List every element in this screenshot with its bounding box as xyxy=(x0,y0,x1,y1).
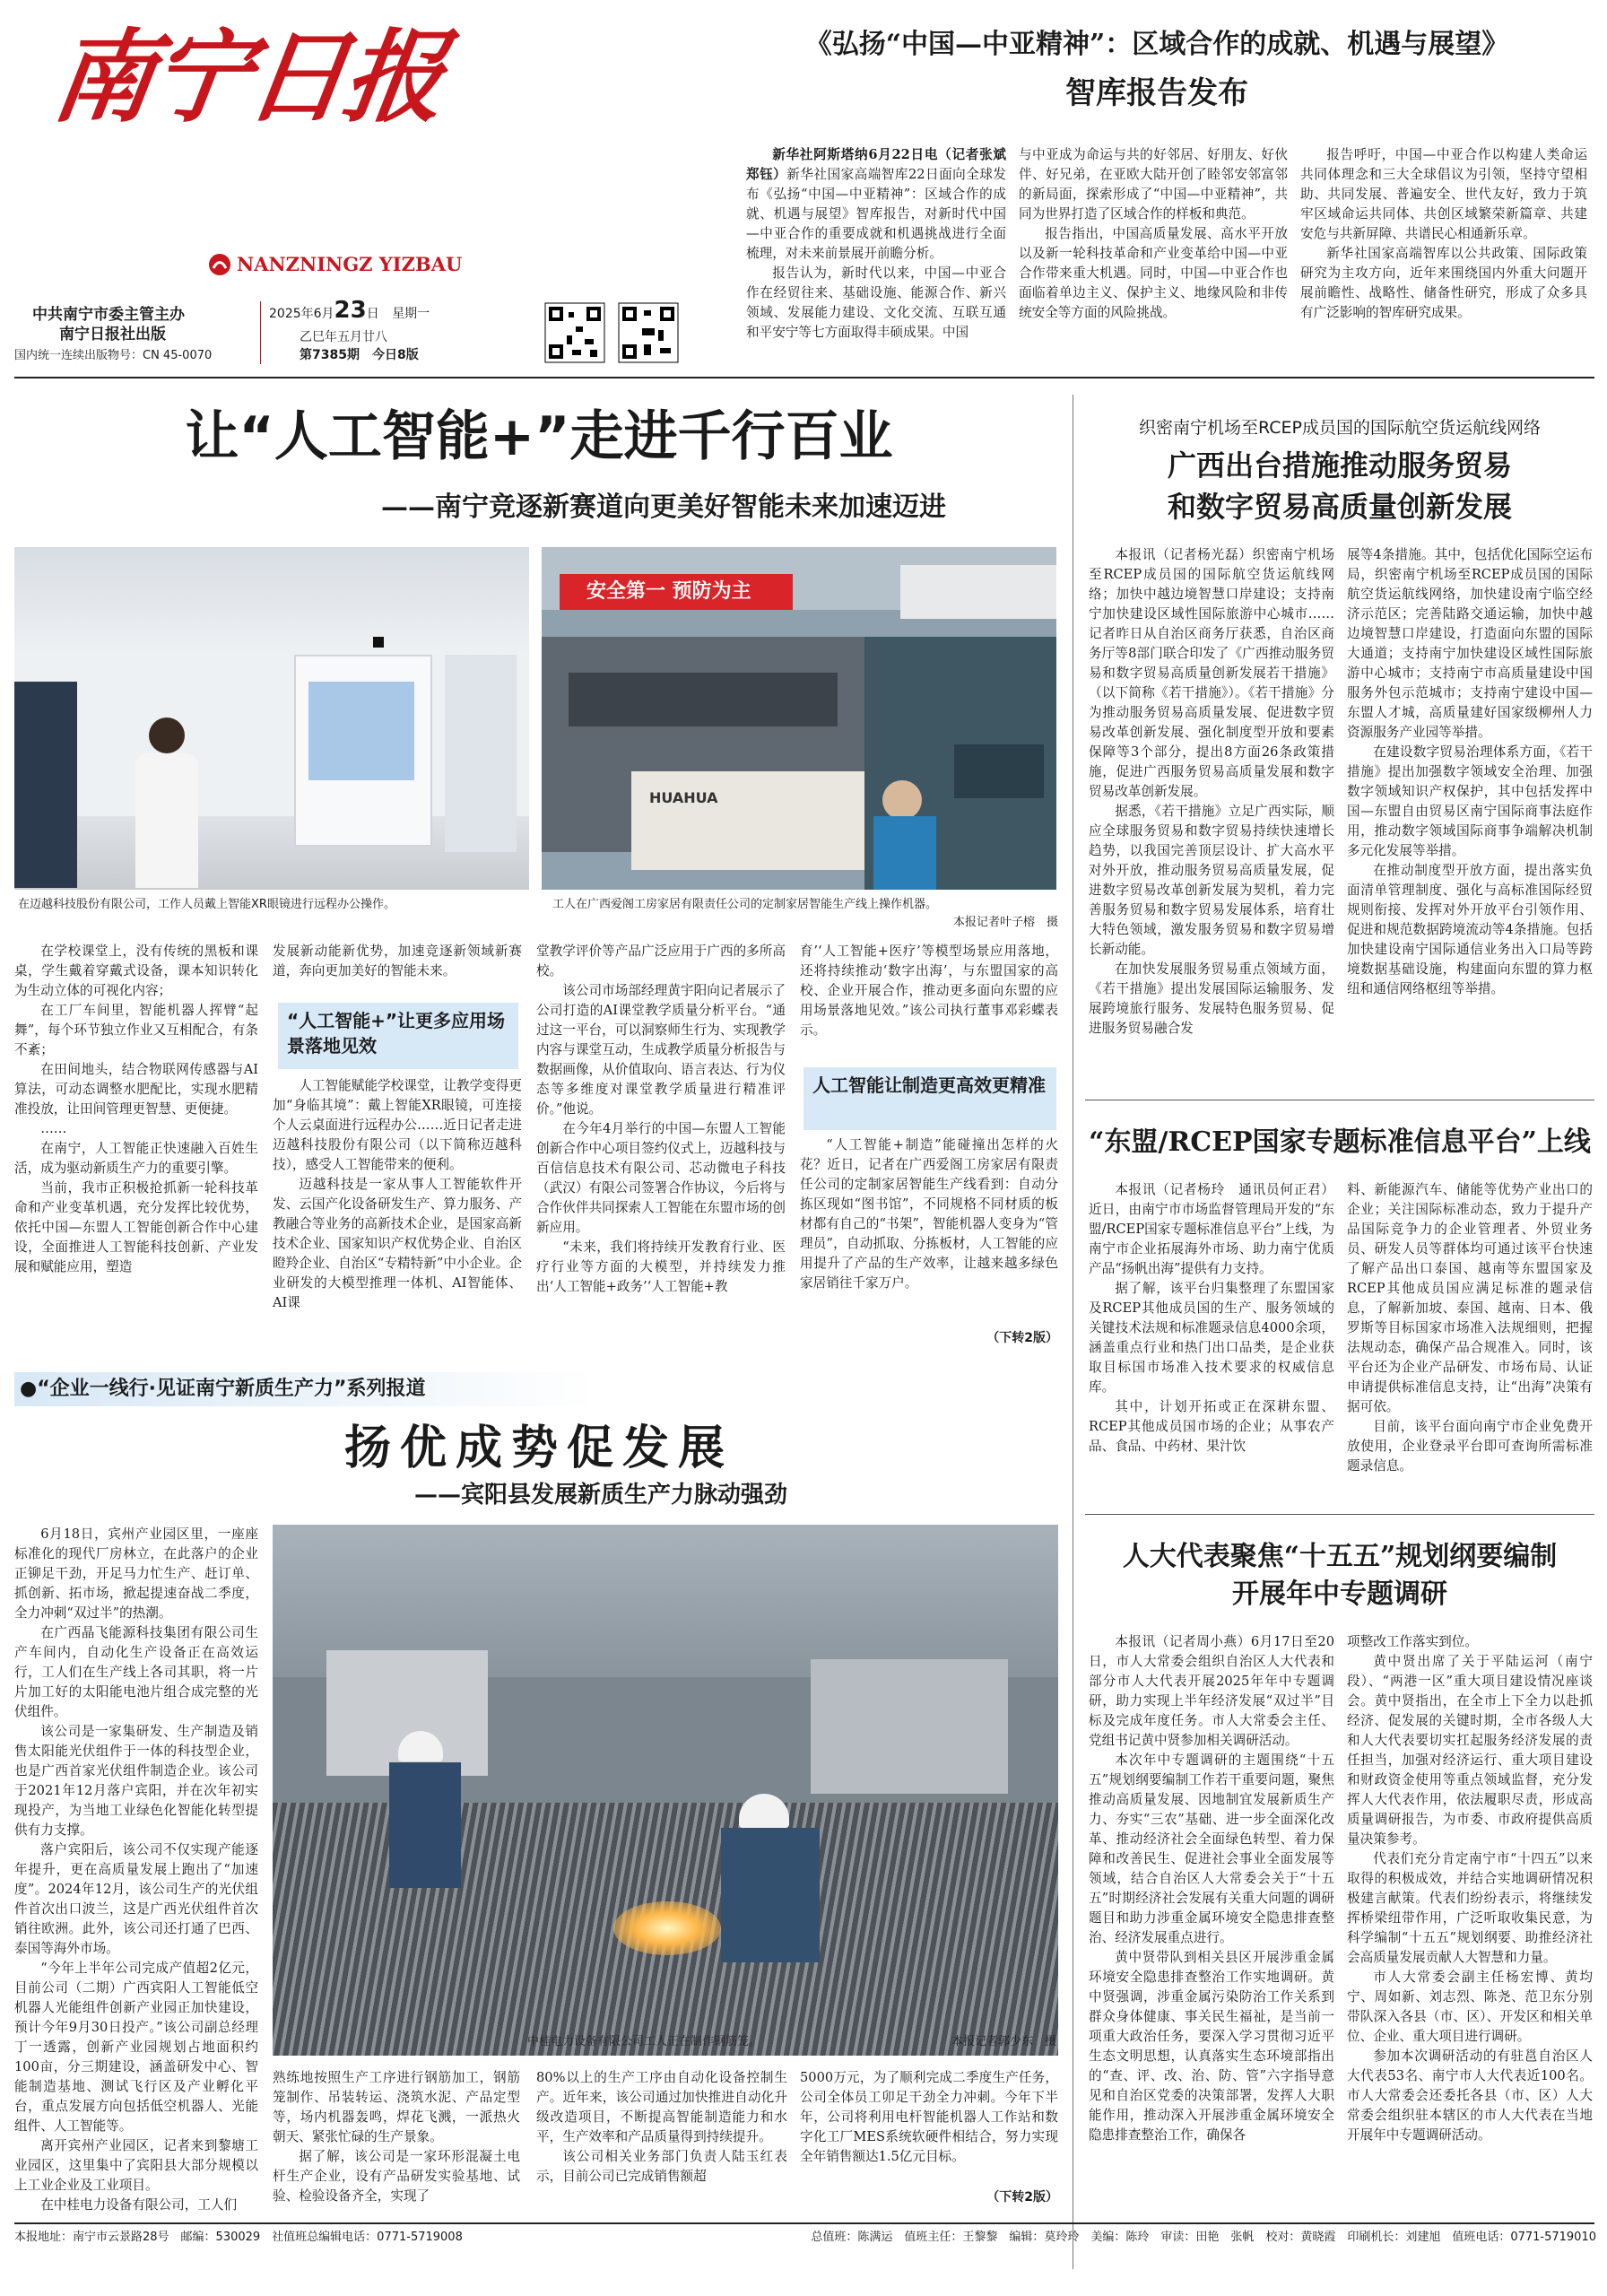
paragraph: 与中亚成为命运与共的好邻居、好朋友、好伙伴、好兄弟，在亚欧大陆开创了睦邻安邻富邻的新局面，探索形成了“中国—中亚精神”，共同为世界打造了区域合作的样板和典范。 xyxy=(1019,147,1288,222)
paragraph: 报告认为，新时代以来，中国—中亚合作在经贸往来、基础设施、能源合作、新兴领域、发展能力建设、文化交流、互联互通和平安宁等七方面取得丰硕成果。中国 xyxy=(746,265,1006,340)
paragraph: 堂教学评价等产品广泛应用于广西的多所高校。 xyxy=(536,944,786,978)
paragraph: 项整改工作落实到位。 xyxy=(1347,1634,1478,1649)
series-jump-link[interactable]: （下转2版） xyxy=(986,2190,1058,2205)
series-subtitle: ——宾阳县发展新质生产力脉动强劲 xyxy=(413,1482,787,1509)
date-weekday: 星期一 xyxy=(392,307,430,321)
series-photo-credit: 本报记者郭少东 摄 xyxy=(951,2035,1056,2048)
footer-address: 本报地址：南宁市云景路28号 邮编：530029 社值班总编辑电话：0771-5719008 xyxy=(14,2231,463,2244)
ai-jump-link[interactable]: （下转2版） xyxy=(986,1331,1058,1345)
photo-credit: 本报记者叶子榕 摄 xyxy=(952,916,1058,929)
paragraph: 黄中贤出席了关于平陆运河（南宁段）、“两港一区”重大项目建设情况座谈会。黄中贤指出，在全市上下全力以赴抓经济、促发展的关键时期，全市各级人大和人大代表要切实扛起服务经济发展的责任担当，加强对经济运行、重大项目建设和财政资金使用等重点领域监督，充分发挥人大代表作用，依法履职尽责，形成高质量调研报告，为市委、市政府提供高质量决策参考。 xyxy=(1347,1654,1593,1847)
photo1-caption: 在迈越科技股份有限公司，工作人员戴上智能XR眼镜进行远程办公操作。 xyxy=(18,898,395,911)
ai-story-title[interactable]: 让“人工智能+”走进千行百业 xyxy=(185,405,893,468)
paragraph: 本报讯（记者杨光磊）织密南宁机场至RCEP成员国的国际航空货运航线网络；加快中越边境智慧口岸建设；支持南宁加快建设区域性国际旅游中心城市……记者昨日从自治区商务厅获悉，自治区商务厅等8部门联合印发了《广西推动服务贸易和数字贸易高质量创新发展若干措施》（以下简称《若干措施》）。《若干措施》分为推动服务贸易高质量发展、促进数字贸易改革创新发展、强化制度型开放和要素保障等3个部分，提出8方面26条政策措施，促进广西服务贸易高质量发展和数字贸易改革创新发展。 xyxy=(1089,547,1334,799)
series-col1 xyxy=(14,1525,258,2213)
paragraph: 黄中贤带队到相关县区开展涉重金属环境安全隐患排查整治工作实地调研。黄中贤强调，涉重金属污染防治工作关系到群众身体健康、事关民生福祉，是当前一项重大政治任务，要深入学习贯彻习近平生态文明思想，认真落实生态环境部指出的“查、评、改、治、防、管”六字指导意见和自治区党委的决策部署，发挥人大职能作用，推动深入开展涉重金属环境安全隐患排查整治工作，确保各 xyxy=(1089,1950,1334,2143)
dateline: 新华社阿斯塔纳6月22日电（记者张斌 郑钰） xyxy=(746,147,1020,182)
paragraph: 离开宾州产业园区，记者来到黎塘工业园区，这里集中了宾阳县大部分规模以上工业企业及工业项目。 xyxy=(14,2138,258,2193)
paragraph: 发展新动能新优势，加速竞逐新领域新赛道，奔向更加美好的智能未来。 xyxy=(273,944,522,978)
paragraph: 该公司是一家集研发、生产制造及销售太阳能光伏组件于一体的科技型企业，也是广西首家光伏组件制造企业。该公司于2021年12月落户宾阳，并在次年初实现投产，为当地工业绿色化智能化转型提供有力支撑。 xyxy=(14,1724,258,1838)
paragraph: 在南宁，人工智能正快速融入百姓生活，成为驱动新质生产力的重要引擎。 xyxy=(14,1141,258,1176)
paragraph: 在推动制度型开放方面，提出落实负面清单管理制度、强化与高标准国际经贸规则衔接、发挥对外开放平台引领作用、促进和规范数据跨境流动等4条措施。包括加快建设南宁国际通信业务出入口局等跨境数据基础设施，构建面向东盟的算力枢纽和通信网络枢纽等举措。 xyxy=(1347,863,1593,996)
series-photo-caption: 中桂电力设备有限公司工人正在制作钢筋笼。 xyxy=(527,2035,761,2048)
paragraph: 在学校课堂上，没有传统的黑板和课桌，学生戴着穿戴式设备，课本知识转化为生动立体的可视化内容； xyxy=(14,944,258,998)
paragraph: 在田间地头，结合物联网传感器与AI算法，可动态调整水肥配比，实现水肥精准投放，让田间管理更智慧、更便捷。 xyxy=(14,1062,258,1117)
rcep-title-2[interactable]: 和数字贸易高质量创新发展 xyxy=(1167,490,1512,524)
ai-col3 xyxy=(536,942,786,1381)
rcep-title-1[interactable]: 广西出台措施推动服务贸易 xyxy=(1167,448,1512,483)
ai-subhead-1: “人工智能+”让更多应用场景落地见效 xyxy=(278,1003,518,1069)
paragraph: 该公司市场部经理黄宇阳向记者展示了公司打造的AI课堂教学质量分析平台。“通过这一平台，可以洞察师生行为、实现教学内容与课堂互动，生成教学质量分析报告与数据画像，从价值取向、语言表达、行为仪态等多维度对课堂教学质量进行精准评价。”他说。 xyxy=(536,983,786,1117)
masthead-logo: 南宁日报 xyxy=(45,19,450,136)
paragraph: 报告指出，中国高质量发展、高水平开放以及新一轮科技革命和产业变革给中国—中亚合作带来重大机遇。同时，中国—中亚合作也面临着单边主义、保护主义、地缘风险和非传统安全等方面的风险挑战。 xyxy=(1019,226,1288,320)
rcep-col2 xyxy=(1347,545,1593,1087)
series-col3 xyxy=(536,2068,787,2212)
paragraph: “未来，我们将持续开发教育行业、医疗行业等方面的大模型，并持续发力推出‘人工智能+政务’‘人工智能+教 xyxy=(536,1239,786,1294)
masthead-lunar: 乙巳年五月廿八 xyxy=(300,330,387,344)
paragraph: 80%以上的生产工序由自动化设备控制生产。近年来，该公司通过加快推进自动化升级改造项目，不断提高智能制造能力和水平，生产效率和产品质量得到持续提升。 xyxy=(536,2070,787,2144)
paragraph: 新华社国家高端智库以公共政策、国际政策研究为主攻方向，近年来围绕国内外重大问题开展前瞻性、战略性、储备性研究，形成了众多具有广泛影响的智库研究成果。 xyxy=(1300,246,1587,320)
paragraph: 在中桂电力设备有限公司，工人们 xyxy=(40,2197,238,2213)
paragraph: 6月18日，宾州产业园区里，一座座标准化的现代厂房林立，在此落户的企业正铆足干劲，开足马力忙生产、赶订单、抓创新、拓市场，掀起提速奋战二季度，全力冲刺“双过半”的热潮。 xyxy=(14,1526,258,1621)
paragraph: 迈越科技是一家从事人工智能软件开发、云国产化设备研发生产、算力服务、产教融合等业务的高新技术企业，是国家高新技术企业、国家知识产权优势企业、自治区瞪羚企业、自治区“专精特新”中小企业。企业研发的大模型推理一体机、AI智能体、AI课 xyxy=(273,1177,522,1310)
paragraph: 据悉，《若干措施》立足广西实际，顺应全球服务贸易和数字贸易持续快速增长趋势，以我国完善顶层设计、扩大高水平对外开放，推动服务贸易高质量发展，促进数字贸易改革创新发展为契机，着力完善服务贸易和数字贸易发展体系，培育壮大特色领域，激发服务贸易和数字贸易增长新动能。 xyxy=(1089,804,1334,957)
photo2-caption: 工人在广西爱阁工房家居有限责任公司的定制家居智能生产线上操作机器。 xyxy=(552,898,938,911)
masthead-publisher: 南宁日报社出版 xyxy=(59,326,166,344)
paragraph: 在加快发展服务贸易重点领域方面，《若干措施》提出发展国际运输服务、发展跨境旅行服务、发展特色服务贸易、促进服务贸易融合发 xyxy=(1089,961,1334,1036)
paragraph: 在工厂车间里，智能机器人挥臂“起舞”，每个环节独立作业又互相配合，有条不紊； xyxy=(14,1003,258,1057)
paragraph: “今年上半年公司完成产值超2亿元，目前公司（二期）广西宾阳人工智能低空机器人光能组件创新产业园正加快建设，预计今年9月30日投产。”该公司副总经理丁一透露，创新产业园规划占地面积约100亩，分三期建设，涵盖研发中心、智能制造基地、测试飞行区及产业孵化平台，重点发展方向包括低空机器人、光能组件、人工智能等。 xyxy=(14,1961,258,2134)
paragraph: 5000万元，为了顺利完成二季度生产任务，公司全体员工卯足干劲全力冲刺。今年下半年，公司将利用电杆智能机器人工作站和数字化工厂MES系统软硬件相结合，努力实现全年销售额达1.5亿元目标。 xyxy=(800,2070,1058,2164)
logo-emblem-icon xyxy=(208,253,231,276)
paragraph: 展等4条措施。其中，包括优化国际空运布局，织密南宁机场至RCEP成员国的国际航空货运航线网络，加快建设南宁临空经济示范区；完善陆路交通运输，加快中越边境智慧口岸建设，打造面向东盟的国际大通道；支持南宁加快建设区域性国际旅游中心城市；支持南宁市高质量建设中国服务外包示范城市；支持南宁建设中国—东盟人才城，高质量建好国家级柳州人力资源服务产业园等举措。 xyxy=(1347,547,1593,740)
ai-col2b xyxy=(273,1076,522,1381)
date-text: 2025年6月 xyxy=(269,307,334,321)
masthead-pinyin: NANZNINGZ YIZBAU xyxy=(237,253,463,275)
paragraph: 本报讯（记者杨玲 通讯员何正君）近日，由南宁市市场监督管理局开发的“东盟/RCEP国家专题标准信息平台”上线，为南宁市企业拓展海外市场、助力南宁优质产品“扬帆出海”提供有力支持。 xyxy=(1089,1182,1334,1276)
photo-smart-factory[interactable] xyxy=(542,547,1056,890)
paragraph: 育’‘人工智能+医疗’等模型场景应用落地，还将持续推动‘数字出海’，与东盟国家的高校、企业开展合作，推动更多面向东盟的应用场景落地见效。”该公司执行董事邓彩蝶表示。 xyxy=(800,944,1058,1038)
paragraph: 本报讯（记者周小燕）6月17日至20日，市人大常委会组织自治区人大代表和部分市人大代表开展2025年年中专题调研，助力实现上半年经济发展“双过半”目标及完成年度任务。市人大常委会主任、党组书记黄中贤参加相关调研活动。 xyxy=(1089,1634,1334,1748)
rcep-kicker: 织密南宁机场至RCEP成员国的国际航空货运航线网络 xyxy=(1139,418,1541,438)
ai-col4b xyxy=(800,1135,1058,1324)
masthead-issue xyxy=(300,346,419,364)
qr-code-icon-2[interactable] xyxy=(619,303,678,362)
paragraph: 代表们充分肯定南宁市“十四五”以来取得的积极成效，并结合实地调研情况积极建言献策。代表们纷纷表示，将继续发挥桥梁纽带作用，广泛听取收集民意，为科学编制“十五五”规划纲要、助推经济社会高质量发展贡献人大智慧和力量。 xyxy=(1347,1851,1593,1965)
paragraph: 在广西晶飞能源科技集团有限公司生产车间内，自动化生产设备正在高效运行，工人们在生产线上各司其职，将一片片加工好的太阳能电池片组合成完整的光伏组件。 xyxy=(14,1625,258,1719)
paragraph: 目前，该平台面向南宁市企业免费开放使用，企业登录平台即可查询所需标准题录信息。 xyxy=(1347,1419,1593,1474)
series-col2 xyxy=(273,2068,520,2212)
ai-col1 xyxy=(14,942,258,1381)
top-story-title[interactable]: 《弘扬“中国—中亚精神”：区域合作的成就、机遇与展望》 xyxy=(804,29,1509,60)
factory-sign-text: 安全第一 预防为主 xyxy=(586,580,751,603)
date-day: 23 xyxy=(334,297,367,324)
ai-subhead-2: 人工智能让制造更高效更精准 xyxy=(804,1067,1056,1130)
bullet-icon: ● xyxy=(20,1378,38,1400)
npc-title-2[interactable]: 开展年中专题调研 xyxy=(1232,1578,1447,1610)
npc-col2 xyxy=(1347,1632,1593,2206)
top-story-col1 xyxy=(746,145,1020,370)
standard-title[interactable]: “东盟/RCEP国家专题标准信息平台”上线 xyxy=(1089,1126,1591,1158)
paragraph: 本次年中专题调研的主题围绕“十五五”规划纲要编制工作若干重要问题，聚焦推动高质量发展、因地制宜发展新质生产力、夯实“三农”基础、进一步全面深化改革、推动经济社会全面绿色转型、着力保障和改善民生、促进社会事业全面发展等领域，结合自治区人大常委会关于“十五五”时期经济社会发展有关重大问题的调研题目和助力涉重金属环境安全隐患排查整治、经济发展重点进行。 xyxy=(1089,1752,1334,1945)
paragraph: 市人大常委会副主任杨宏博、黄均宁、周如新、刘志烈、陈尧、范卫东分别带队深入各县（市、区）、开发区和相关单位、企业、重大项目进行调研。 xyxy=(1347,1970,1593,2044)
paragraph: 其中，计划开拓或正在深耕东盟、RCEP其他成员国市场的企业；从事农产品、食品、中药材、果汁饮 xyxy=(1089,1399,1334,1454)
paragraph: 在今年4月举行的中国—东盟人工智能创新合作中心项目签约仪式上，迈越科技与百信信息技术有限公司、芯动微电子科技（武汉）有限公司签署合作协议，今后将与合作伙伴共同探索人工智能在东盟市场的创新应用。 xyxy=(536,1121,786,1235)
paragraph: 报告呼吁，中国—中亚合作以构建人类命运共同体理念和三大全球倡议为引领，坚持守望相助、共同发展、普遍安全、世代友好，致力于筑牢区域命运共同体、共创区域繁荣新篇章、共建安危与共新屏障、共谱民心相通新乐章。 xyxy=(1300,147,1587,241)
date-suffix: 日 xyxy=(366,307,379,321)
paragraph: 当前，我市正积极抢抓新一轮科技革命和产业变革机遇，充分发挥比较优势，依托中国—东盟人工智能创新合作中心建设，全面推进人工智能科技创新、产业发展和赋能应用，塑造 xyxy=(14,1180,258,1274)
photo-xr-office[interactable] xyxy=(14,547,529,890)
machine-brand-text: HUAHUA xyxy=(649,789,718,806)
npc-title-1[interactable]: 人大代表聚焦“十五五”规划纲要编制 xyxy=(1122,1541,1558,1572)
issue-number: 第7385期 xyxy=(300,348,360,362)
top-story-col2 xyxy=(1019,145,1288,370)
npc-col1 xyxy=(1089,1632,1334,2206)
series-title[interactable]: 扬优成势促发展 xyxy=(343,1421,734,1475)
rcep-col1 xyxy=(1089,545,1334,1087)
paragraph: 人工智能赋能学校课堂，让教学变得更加“身临其境”：戴上智能XR眼镜，可连接个人云桌面进行远程办公……近日记者走进迈越科技股份有限公司（以下简称迈越科技），感受人工智能带来的便利。 xyxy=(273,1078,522,1172)
standard-col2 xyxy=(1347,1180,1593,1505)
standard-col1 xyxy=(1089,1180,1334,1505)
paragraph: 据了解，该平台归集整理了东盟国家及RCEP其他成员国的生产、服务领域的关键技术法规和标准题录信息4000余项，涵盖重点行业和热门出口品类，是企业获取目标国市场准入技术要求的权威信息库。 xyxy=(1089,1281,1334,1395)
series-tag[interactable] xyxy=(20,1377,425,1402)
series-tag-text: “企业一线行·见证南宁新质生产力”系列报道 xyxy=(37,1378,426,1400)
footer-staff: 总值班：陈满运 值班主任：王黎黎 编辑：莫玲玲 美编：陈玲 审读：田艳 张帆 校对：黄晓霞 印刷机长：刘建旭 值班电话：0771-5719010 xyxy=(811,2231,1596,2244)
paragraph: 在建设数字贸易治理体系方面，《若干措施》提出加强数字领域安全治理、加强数字领域知识产权保护，其中包括发挥中国—东盟自由贸易区南宁国际商事法庭作用，推动数字领域国际商事争端解决机制多元化发展等举措。 xyxy=(1347,744,1593,858)
masthead-date xyxy=(269,297,430,324)
paragraph: 新华社国家高端智库22日面向全球发布《弘扬“中国—中亚精神”：区域合作的成就、机遇与展望》智库报告，对新时代中国—中亚合作的重要成就和机遇挑战进行全面梳理，对未来前景展开前瞻分析。 xyxy=(746,167,1006,261)
ai-story-subtitle: ——南宁竞逐新赛道向更美好智能未来加速迈进 xyxy=(381,491,946,523)
qr-code-icon[interactable] xyxy=(545,303,604,362)
paragraph: 落户宾阳后，该公司不仅实现产能逐年提升，更在高质量发展上跑出了“加速度”。2024年12月，该公司生产的光伏组件首次出口波兰，这是广西光伏组件首次销往欧洲。此外，该公司还打通了巴西、泰国等海外市场。 xyxy=(14,1842,258,1956)
paragraph: …… xyxy=(40,1121,67,1136)
page-count: 今日8版 xyxy=(371,348,419,362)
series-col4 xyxy=(800,2068,1058,2176)
paragraph: 参加本次调研活动的有驻邕自治区人大代表53名、南宁市人大代表近100名。市人大常委会还委托各县（市、区）人大常委会组织驻本辖区的市人大代表在当地开展年中专题调研活动。 xyxy=(1347,2048,1593,2143)
top-story-title2[interactable]: 智库报告发布 xyxy=(1065,75,1248,111)
masthead-sponsor: 中共南宁市委主管主办 xyxy=(32,306,185,324)
ai-col4 xyxy=(800,942,1058,1058)
photo-steel-cage[interactable] xyxy=(273,1525,1058,2056)
masthead-cn-number: 国内统一连续出版物号：CN 45-0070 xyxy=(14,349,213,362)
paragraph: 该公司相关业务部门负责人陆玉红表示，目前公司已完成销售额超 xyxy=(536,2149,787,2184)
paragraph: 据了解，该公司是一家环形混凝土电杆生产企业，设有产品研发实验基地、试验、检验设备齐全，实现了 xyxy=(273,2149,520,2204)
paragraph: 熟练地按照生产工序进行钢筋加工，钢筋笼制作、吊装转运、浇筑水泥、产品定型等，场内机器轰鸣，焊花飞溅，一派热火朝天、紧张忙碌的生产景象。 xyxy=(273,2070,520,2144)
paragraph: 料、新能源汽车、储能等优势产业出口的企业；关注国际标准动态，致力于提升产品国际竞争力的企业管理者、外贸业务员、研发人员等群体均可通过该平台快速了解产品出口泰国、越南等东盟国家及RCEP其他成员国应满足标准的题录信息，了解新加坡、泰国、越南、日本、俄罗斯等目标国家市场准入法规细则，把握法规动态，确保产品合规准入。同时，该平台还为企业产品研发、市场布局、认证申请提供标准信息支持，让“出海”决策有据可依。 xyxy=(1347,1182,1593,1414)
top-story-col3 xyxy=(1300,145,1587,370)
paragraph: “人工智能+制造”能碰撞出怎样的火花？近日，记者在广西爱阁工房家居有限责任公司的定制家居智能生产线看到：自动分拣区现如“图书馆”，不同规格不同材质的板材都有自己的“书架”，智能机器人变身为“管理员”，自动抓取、分拣板材，人工智能的应用提升了产品的生产效率，让越来越多绿色家居销往千家万户。 xyxy=(800,1137,1058,1291)
